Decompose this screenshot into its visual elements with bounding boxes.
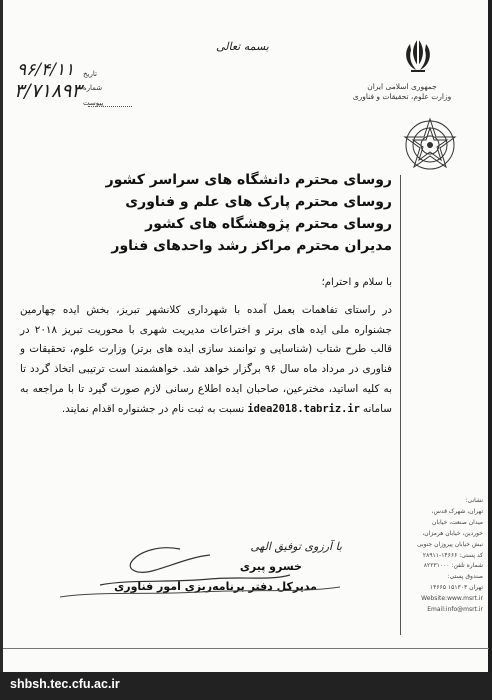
scan-edge-left (0, 0, 3, 700)
footer-watermark: shbsh.tec.cfu.ac.ir (10, 677, 120, 691)
ministry-line-2: وزارت علوم، تحقیقات و فناوری (352, 92, 452, 101)
phone-number: شماره تلفن: ۸۲۲۳۱۰۰۰ (423, 562, 483, 570)
contact-info (403, 496, 483, 616)
po-box: تهران ۱۵۱۳۰۳ ۱۴۶۶۵ (429, 584, 483, 592)
postal-code: کد پستی: ۱۴۶۶۶-۲۸۹۱۱ (422, 551, 483, 559)
registration-website-link[interactable]: idea2018.tabriz.ir (247, 402, 360, 415)
greeting: با سلام و احترام؛ (321, 277, 392, 288)
closing-wish: با آرزوی توفیق الهی (250, 540, 342, 553)
addressee-line: روسای محترم دانشگاه های سراسر کشور (105, 172, 392, 188)
address-heading: نشانی: (465, 497, 483, 504)
date-label: تاریخ (83, 70, 97, 78)
addressee-line: مدیران محترم مراکز رشد واحدهای فناور (111, 238, 392, 254)
address-line: نبش خیابان پیروزان جنوبی (416, 540, 483, 548)
basmala: بسمه تعالی (216, 40, 269, 53)
po-box-label: صندوق پستی: (447, 573, 483, 581)
body-text-end: نسبت به ثبت نام در جشنواره اقدام نمایند. (61, 402, 245, 415)
attachment-dotted-line (88, 106, 132, 107)
body-text-main: در راستای تفاهمات بعمل آمده با شهرداری کلانشهر تبریز، بخش ایده چهارمین جشنواره ملی ایده های برتر و اختراعات مدیریت شهری با محوریت تبریز ۲۰۱۸ در قالب طرح شتاب (شناسایی و توانمند سازی ایده های برتر) وزارت علوم، تحقیقات و فناوری در مرداد ماه سال ۹۶ برگزار خواهد شد. خواهشمند است ترتیبی اتخاذ گردد تا به کلیه اساتید، مخترعین، صاحبان ایده اطلاع رسانی لازم صورت گیرد تا با مراجعه به سامانه (20, 304, 392, 415)
handwritten-signature (40, 535, 380, 605)
signer-title: مدیرکل دفتر برنامه‌ریزی امور فناوری (114, 580, 317, 593)
ministry-name (342, 82, 462, 102)
letter-body (20, 301, 392, 419)
address-line: تهران، شهرک قدس، (431, 507, 483, 515)
address-line: میدان صنعت، خیابان (432, 518, 483, 526)
rosette-ornament-icon (401, 116, 459, 174)
iran-emblem-icon (396, 36, 440, 74)
addressee-line: روسای محترم پژوهشگاه های کشور (145, 216, 392, 232)
ministry-website[interactable]: Website:www.msrt.ir (421, 595, 483, 603)
signer-name: خسرو پیری (239, 560, 302, 573)
ministry-email[interactable]: Email:info@msrt.ir (427, 606, 483, 614)
bottom-divider (3, 648, 489, 649)
ministry-line-1: جمهوری اسلامی ایران (367, 82, 437, 91)
handwritten-number: ۳/۷۱۸۹۳ (14, 80, 82, 102)
address-line: خوردین، خیابان هرمزان، (422, 529, 483, 537)
letterhead-divider (400, 175, 401, 635)
attachment-label: پیوست (83, 99, 104, 107)
scan-edge-right (488, 0, 492, 700)
number-label: شماره (83, 84, 103, 92)
addressee-line: روسای محترم پارک های علم و فناوری (125, 194, 392, 210)
handwritten-date: ۹۶/۴/۱۱ (17, 60, 75, 80)
